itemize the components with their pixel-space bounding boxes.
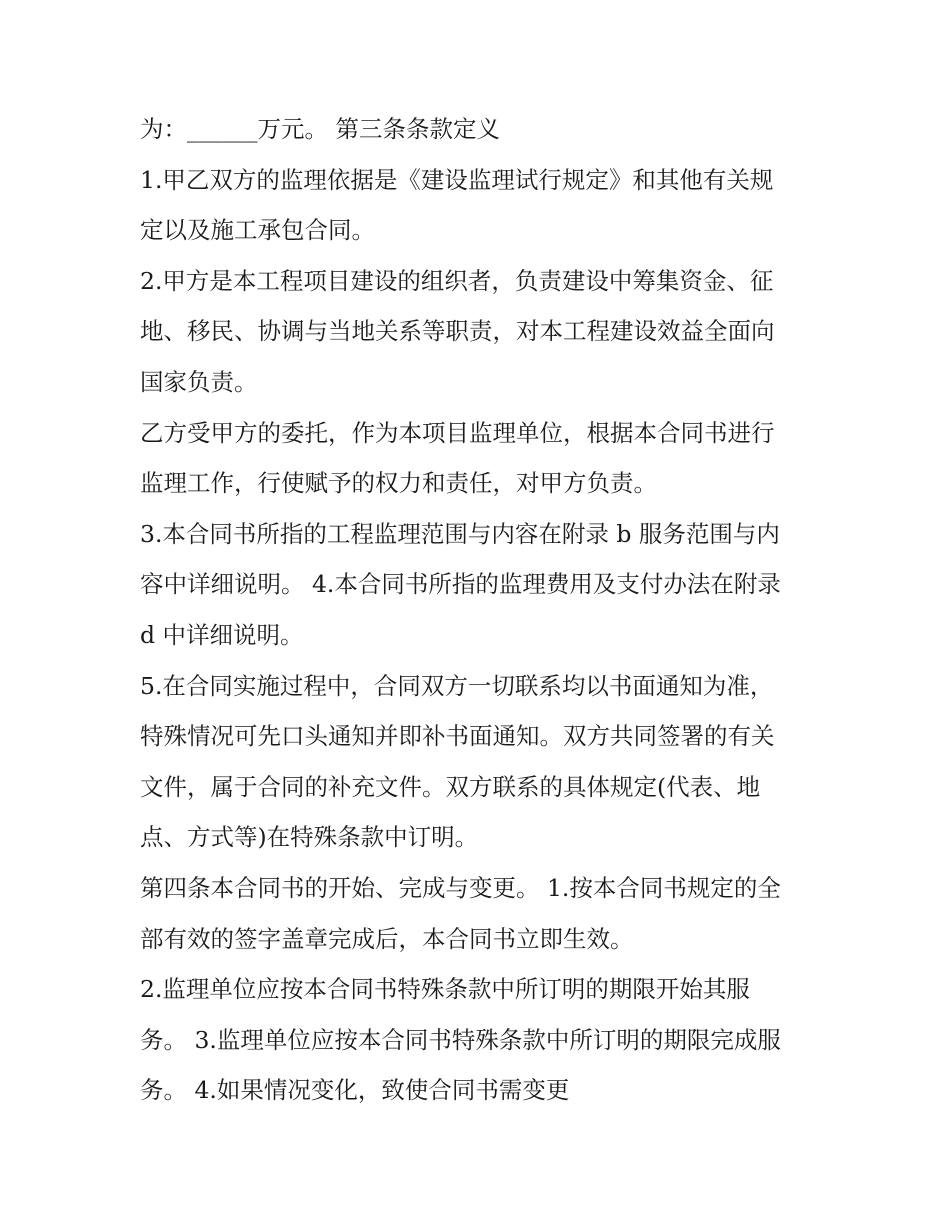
text-line: 监理工作，行使赋予的权力和责任，对甲方负责。 bbox=[140, 469, 657, 498]
text-line: d 中详细说明。 bbox=[140, 620, 304, 649]
text-line: 第四条本合同书的开始、完成与变更。 1.按本合同书规定的全 bbox=[140, 873, 781, 902]
text-line: 地、移民、协调与当地关系等职责，对本工程建设效益全面向 bbox=[140, 317, 775, 346]
text-line: 部有效的签字盖章完成后，本合同书立即生效。 bbox=[140, 924, 634, 953]
text-line: 国家负责。 bbox=[140, 367, 258, 396]
text-line: 2.甲方是本工程项目建设的组织者，负责建设中筹集资金、征 bbox=[140, 266, 774, 295]
text-line: 文件，属于合同的补充文件。双方联系的具体规定(代表、地 bbox=[140, 772, 761, 801]
text-line: 1.甲乙双方的监理依据是《建设监理试行规定》和其他有关规 bbox=[140, 165, 774, 194]
text-line: 5.在合同实施过程中，合同双方一切联系均以书面通知为准， bbox=[140, 671, 774, 700]
text-line: 乙方受甲方的委托，作为本项目监理单位，根据本合同书进行 bbox=[140, 418, 775, 447]
text-line: 点、方式等)在特殊条款中订明。 bbox=[140, 823, 479, 852]
text-line: 特殊情况可先口头通知并即补书面通知。双方共同签署的有关 bbox=[140, 722, 775, 751]
document-body bbox=[140, 104, 820, 1116]
text-line: 定以及施工承包合同。 bbox=[140, 216, 375, 245]
text-line: 为：______万元。 第三条条款定义 bbox=[140, 115, 500, 143]
text-line: 3.本合同书所指的工程监理范围与内容在附录 b 服务范围与内 bbox=[140, 519, 780, 548]
text-line: 2.监理单位应按本合同书特殊条款中所订明的期限开始其服 bbox=[140, 975, 750, 1004]
text-line: 容中详细说明。 4.本合同书所指的监理费用及支付办法在附录 bbox=[140, 570, 781, 599]
text-line: 务。 3.监理单位应按本合同书特殊条款中所订明的期限完成服 bbox=[140, 1025, 781, 1054]
text-line: 务。 4.如果情况变化，致使合同书需变更 bbox=[140, 1076, 570, 1105]
